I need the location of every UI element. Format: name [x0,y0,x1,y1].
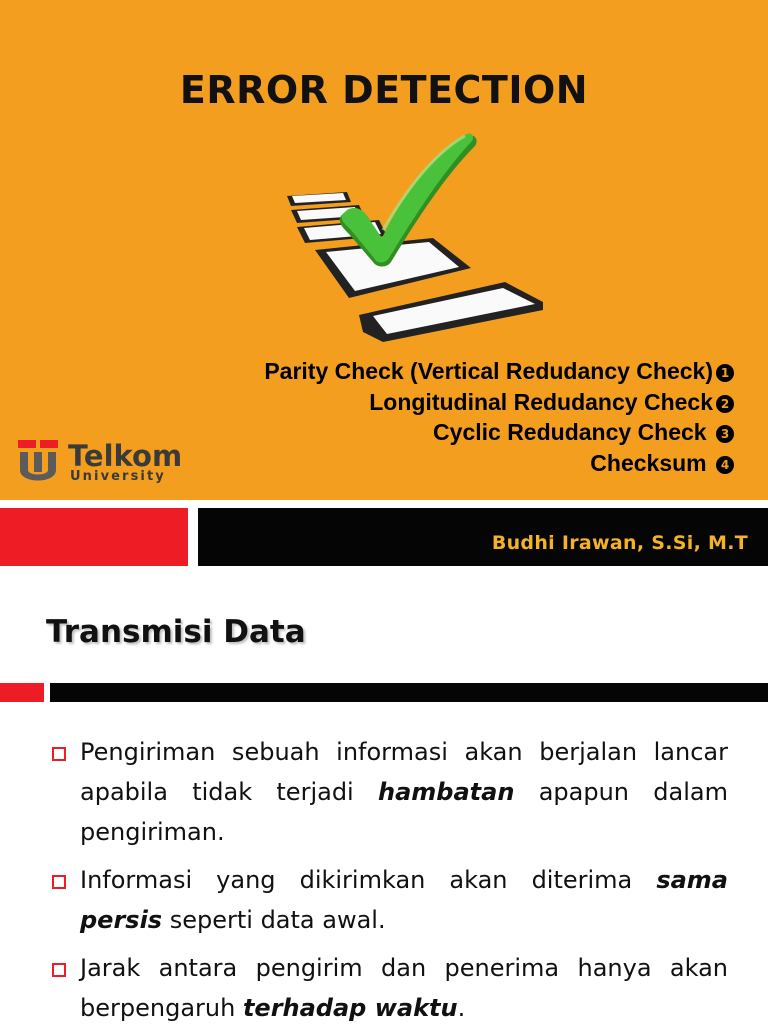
bullet-text: Pengiriman sebuah informasi akan berjalan lancar apabila tidak terjadi [80,738,728,806]
bullet-text: Jarak antara pengirim dan penerima hanya akan berpengaruh [80,954,728,1022]
topic-label: Parity Check (Vertical Redudancy Check) [264,358,713,384]
number-2-icon: 2 [716,395,734,413]
bullet-item [52,732,728,852]
logo-wordmark: Telkom [68,439,183,473]
square-bullet-icon [52,875,66,889]
topic-label: Cyclic Redudancy Check [433,419,713,445]
bullet-text: Informasi yang dikirimkan akan diterima [80,866,657,894]
bullet-emphasis: terhadap waktu [242,994,458,1022]
topic-item [264,387,734,418]
title-slide [0,0,768,500]
bullet-text: apapun dalam pengiriman. [80,778,728,846]
bullet-list [52,732,728,1036]
topic-item [264,356,734,387]
topic-list [264,356,734,478]
bullet-emphasis: sama persis [80,866,728,934]
telkom-emblem-icon [18,438,62,488]
bullet-item [52,860,728,940]
black-accent-bar [198,508,768,566]
author-band [0,500,768,572]
slide-heading: Transmisi Data [46,614,306,650]
number-1-icon: 1 [716,364,734,382]
red-divider [0,683,44,702]
content-slide [0,580,768,1024]
topic-item [264,417,734,448]
topic-label: Checksum [590,449,713,476]
topic-item [264,448,734,479]
checkbox-5-icon [359,282,543,342]
bullet-emphasis: hambatan [378,778,515,806]
red-accent-bar [0,508,188,566]
black-divider [50,683,768,702]
square-bullet-icon [52,963,66,977]
bullet-text: seperti data awal. [162,906,386,934]
author-name: Budhi Irawan, S.Si, M.T [491,532,748,554]
bullet-item [52,948,728,1028]
number-3-icon: 3 [716,425,734,443]
bullet-text: . [457,994,466,1022]
number-4-icon: 4 [716,456,734,474]
checkbox-1-icon [287,192,351,206]
slide-title: ERROR DETECTION [179,68,589,112]
logo-subtitle: University [70,469,166,484]
telkom-university-logo [18,438,188,488]
topic-label: Longitudinal Redudancy Check [369,388,713,415]
square-bullet-icon [52,747,66,761]
checklist-illustration [283,130,543,345]
